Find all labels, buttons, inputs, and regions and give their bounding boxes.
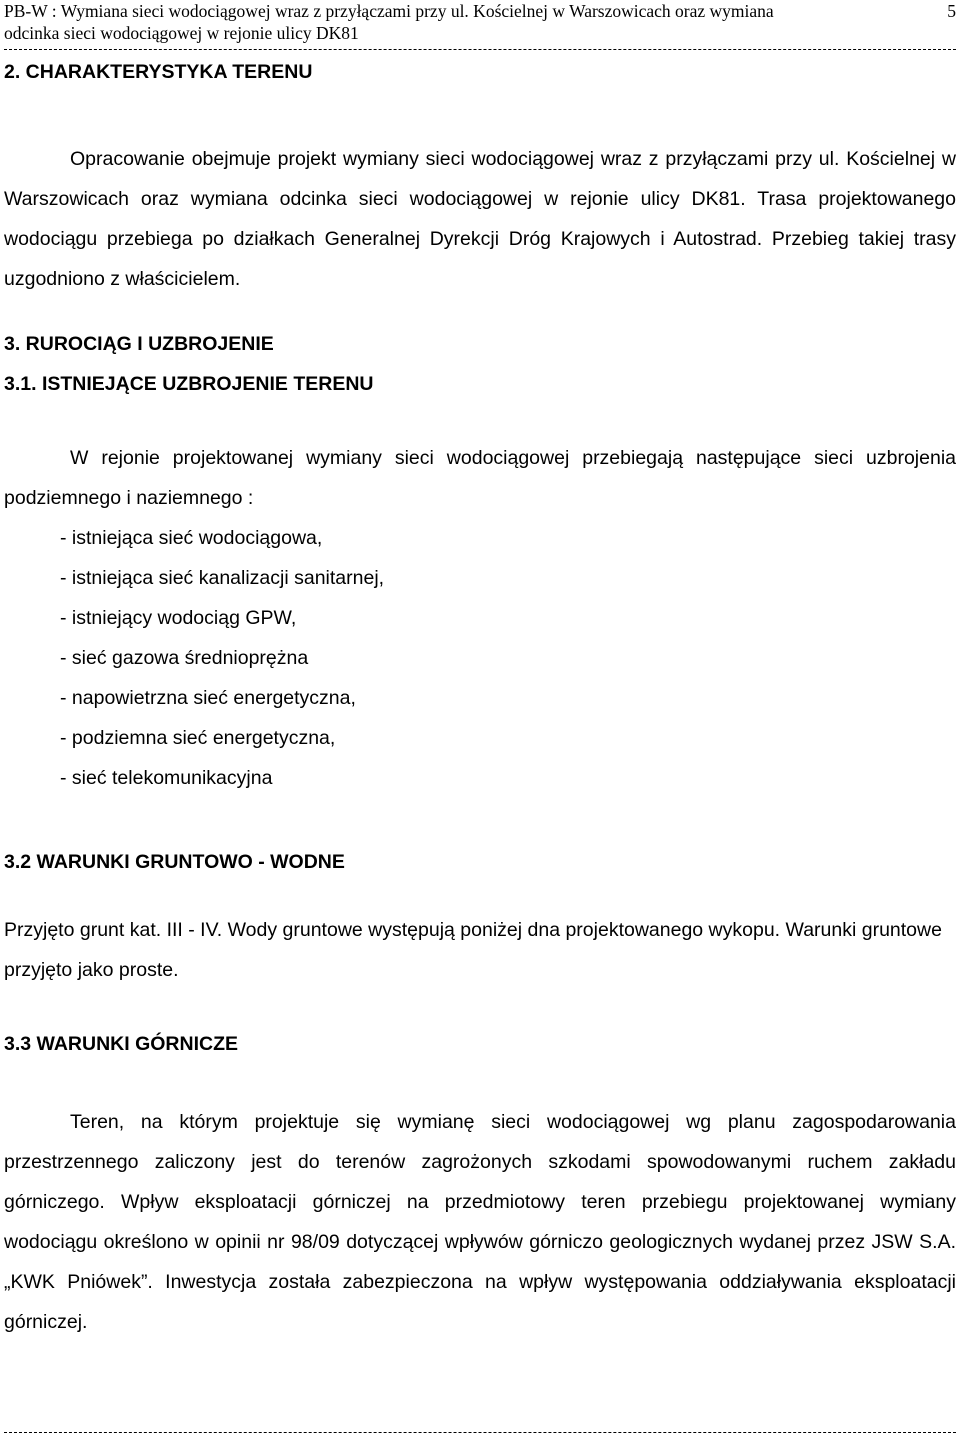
section-2-heading: 2. CHARAKTERYSTYKA TERENU bbox=[4, 61, 313, 83]
section-3-1-heading: 3.1. ISTNIEJĄCE UZBROJENIE TERENU bbox=[4, 373, 374, 395]
list-item: - istniejąca sieć kanalizacji sanitarnej, bbox=[60, 567, 385, 589]
footer-divider bbox=[4, 1432, 956, 1433]
header-divider bbox=[4, 49, 956, 50]
section-3-2-paragraph: Przyjęto grunt kat. III - IV. Wody gruntowe występują poniżej dna projektowanego wykopu. Warunki gruntowe przyjęto jako proste. bbox=[4, 919, 942, 981]
list-item: - istniejąca sieć wodociągowa, bbox=[60, 527, 323, 549]
utility-list bbox=[4, 518, 956, 798]
section-3-3-paragraph: Teren, na którym projektuje się wymianę sieci wodociągowej wg planu zagospodarowania przestrzennego zaliczony jest do terenów zagrożonych szkodami spowodowanymi ruchem zakładu górniczego. Wpływ eksploatacji górniczej na przedmiotowy teren przebiegu projektowanej wymiany wodociągu określono w opinii nr 98/09 dotyczącej wpływów górniczo geologicznych wydanej przez JSW S.A. „KWK Pniówek”. Inwestycja została zabezpieczona na wpływ występowania oddziaływania eksploatacji górniczej. bbox=[4, 1111, 956, 1333]
header-title-line-2: odcinka sieci wodociągowej w rejonie ulicy DK81 bbox=[4, 23, 359, 43]
list-item: - sieć gazowa średnioprężna bbox=[60, 647, 309, 669]
page-header bbox=[4, 0, 956, 44]
header-title-line-1: PB-W : Wymiana sieci wodociągowej wraz z przyłączami przy ul. Kościelnej w Warszowicach oraz wymiana bbox=[4, 1, 774, 21]
list-item: - podziemna sieć energetyczna, bbox=[60, 727, 336, 749]
section-3-3-heading: 3.3 WARUNKI GÓRNICZE bbox=[4, 1033, 239, 1055]
section-3-1-intro: W rejonie projektowanej wymiany sieci wodociągowej przebiegają następujące sieci uzbrojenia podziemnego i naziemnego : bbox=[4, 447, 956, 509]
list-item: - napowietrzna sieć energetyczna, bbox=[60, 687, 356, 709]
list-item: - sieć telekomunikacyjna bbox=[60, 767, 273, 789]
page-content bbox=[4, 60, 956, 1342]
section-3-2-heading: 3.2 WARUNKI GRUNTOWO - WODNE bbox=[4, 851, 345, 873]
section-3-heading: 3. RUROCIĄG I UZBROJENIE bbox=[4, 333, 274, 355]
section-2-paragraph: Opracowanie obejmuje projekt wymiany sieci wodociągowej wraz z przyłączami przy ul. Kościelnej w Warszowicach oraz wymiana odcinka sieci wodociągowej w rejonie ulicy DK81. Trasa projektowanego wodociągu przebiega po działkach Generalnej Dyrekcji Dróg Krajowych i Autostrad. Przebieg takiej trasy uzgodniono z właścicielem. bbox=[4, 148, 956, 290]
list-item: - istniejący wodociąg GPW, bbox=[60, 607, 297, 629]
page-number: 5 bbox=[947, 1, 956, 21]
